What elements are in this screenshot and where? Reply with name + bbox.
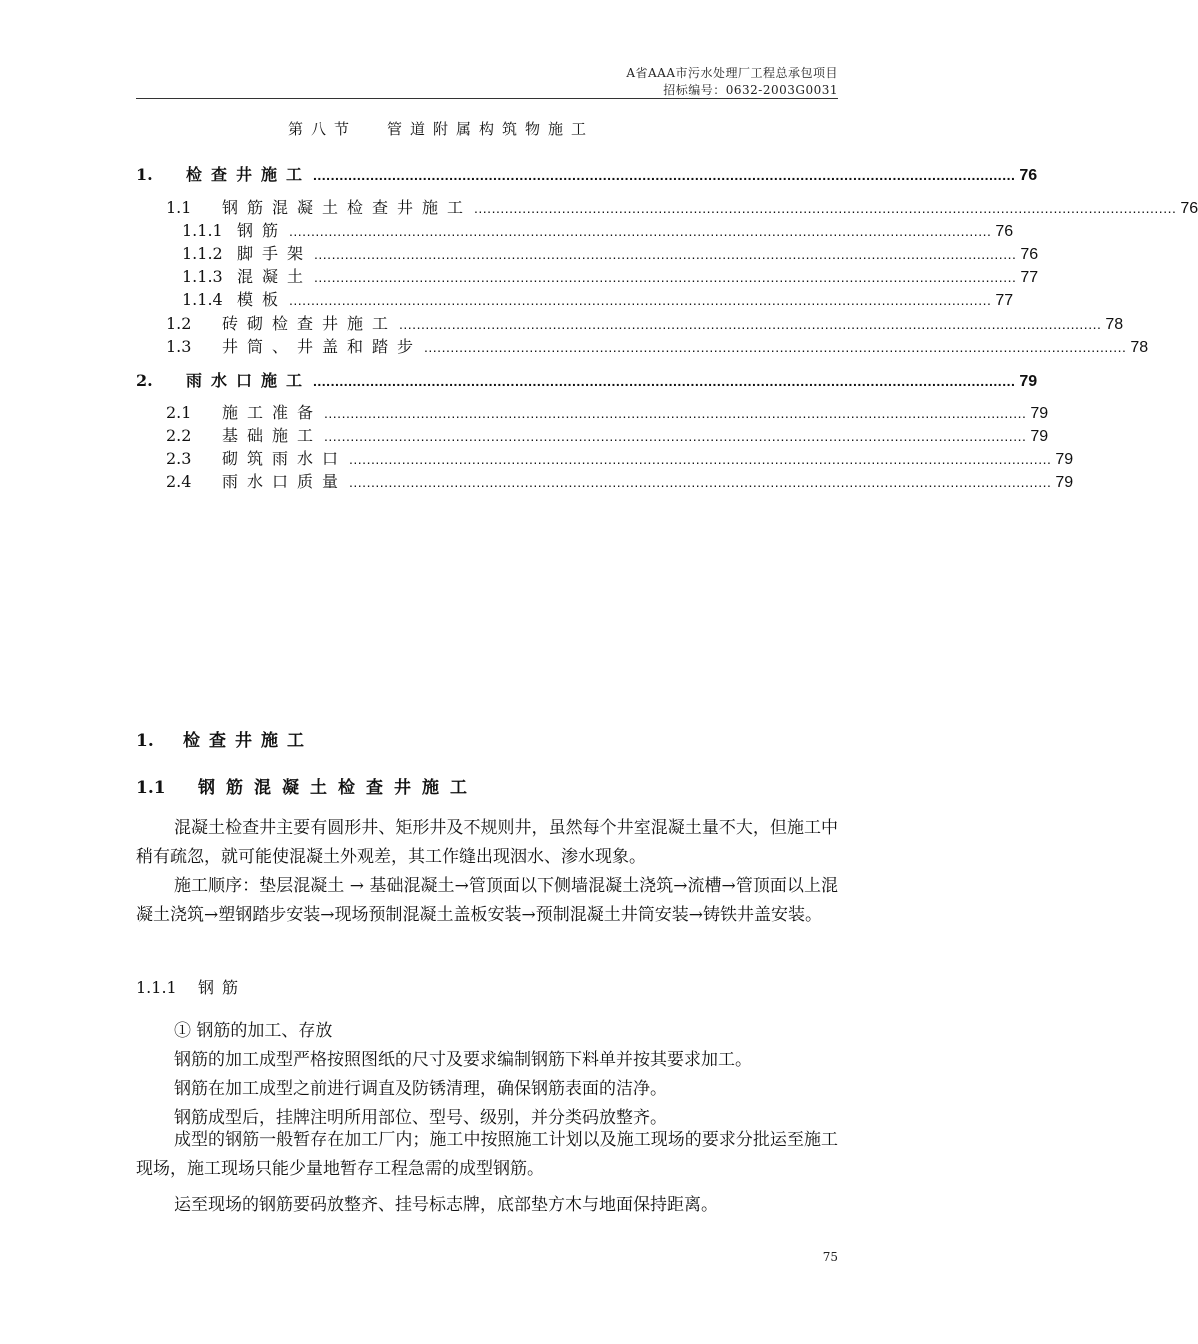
toc-title: 砖砌检查井施工	[222, 314, 398, 333]
toc-page: 76	[995, 223, 1014, 240]
toc-title: 钢筋	[237, 221, 288, 240]
toc-number: 2.	[136, 371, 153, 390]
toc-page: 76	[1180, 200, 1198, 217]
heading-3-title: 钢筋	[198, 978, 247, 997]
toc-entry[interactable]	[136, 287, 1014, 309]
toc-entry[interactable]	[136, 368, 1038, 390]
toc-entry[interactable]	[136, 334, 1149, 356]
toc-page: 76	[1020, 246, 1039, 263]
toc-entry[interactable]	[136, 195, 1198, 217]
toc-entry[interactable]	[136, 469, 1074, 491]
heading-2-number: 1.1	[136, 778, 166, 798]
toc-entry[interactable]	[136, 423, 1049, 445]
heading-2	[136, 773, 478, 798]
toc-number: 1.1.1	[182, 221, 223, 240]
toc-page: 79	[1055, 451, 1074, 468]
toc-number: 2.1	[166, 403, 192, 422]
toc-leader: ................................................................................................................................................................	[349, 451, 1052, 467]
paragraph-sequence: 施工顺序：垫层混凝土 → 基础混凝土→管顶面以下侧墙混凝土浇筑→流槽→管顶面以上混凝土浇筑→塑钢踏步安装→现场预制混凝土盖板安装→预制混凝土井筒安装→铸铁井盖安装。	[136, 876, 838, 925]
heading-1	[136, 726, 313, 751]
toc-entry[interactable]	[136, 218, 1014, 240]
toc-leader: ................................................................................................................................................................	[324, 428, 1027, 444]
toc-entry[interactable]	[136, 446, 1074, 468]
toc-page: 77	[1020, 269, 1039, 286]
header-rule	[136, 98, 838, 99]
toc-title: 混凝土	[237, 267, 313, 286]
heading-1-number: 1.	[136, 731, 154, 751]
heading-3	[136, 975, 246, 998]
toc-leader: ................................................................................................................................................................	[399, 316, 1102, 332]
toc-page: 79	[1030, 428, 1049, 445]
toc-title: 雨水口施工	[186, 371, 312, 390]
text-line: 钢筋成型后，挂牌注明所用部位、型号、级别，并分类码放整齐。	[174, 1108, 667, 1128]
toc-number: 1.1.4	[182, 290, 223, 309]
toc-page: 79	[1055, 474, 1074, 491]
toc-page: 77	[995, 292, 1014, 309]
section-name: 管道附属构筑物施工	[387, 120, 595, 138]
toc-entry[interactable]	[136, 264, 1039, 286]
toc-title: 基础施工	[222, 426, 323, 445]
heading-1-title: 检查井施工	[183, 731, 313, 751]
toc-leader: ................................................................................................................................................................	[424, 339, 1127, 355]
page-number: 75	[822, 1250, 838, 1264]
toc-leader: ................................................................................................................................................................	[314, 246, 1017, 262]
toc-title: 检查井施工	[186, 165, 312, 184]
toc-page: 79	[1019, 373, 1038, 390]
toc-leader: ................................................................................................................................................................	[289, 292, 992, 308]
text-line: 运至现场的钢筋要码放整齐、挂号标志牌，底部垫方木与地面保持距离。	[174, 1195, 718, 1215]
toc-leader: ................................................................................................................................................................	[349, 474, 1052, 490]
toc-entry[interactable]	[136, 311, 1124, 333]
section-title	[288, 118, 594, 139]
toc-page: 79	[1030, 405, 1049, 422]
toc-leader: ................................................................................................................................................................	[324, 405, 1027, 421]
toc-page: 76	[1019, 167, 1038, 184]
toc-leader: ................................................................................................................................................................	[313, 373, 1016, 389]
list-item-heading: ① 钢筋的加工、存放	[174, 1021, 333, 1041]
toc-leader: ................................................................................................................................................................	[474, 200, 1177, 216]
header-project: A省AAA市污水处理厂工程总承包项目	[626, 66, 838, 80]
toc-title: 钢筋混凝土检查井施工	[222, 198, 473, 217]
toc-number: 1.3	[166, 337, 192, 356]
toc-number: 1.1	[166, 198, 192, 217]
toc-page: 78	[1130, 339, 1149, 356]
toc-entry[interactable]	[136, 400, 1049, 422]
toc-entry[interactable]	[136, 241, 1039, 263]
text-line: 钢筋在加工成型之前进行调直及防锈清理，确保钢筋表面的洁净。	[174, 1079, 667, 1099]
paragraph-storage: 成型的钢筋一般暂存在加工厂内；施工中按照施工计划以及施工现场的要求分批运至施工现场，施工现场只能少量地暂存工程急需的成型钢筋。	[136, 1130, 838, 1179]
toc-number: 1.1.3	[182, 267, 223, 286]
heading-3-number: 1.1.1	[136, 978, 177, 997]
toc-title: 施工准备	[222, 403, 323, 422]
toc-title: 砌筑雨水口	[222, 449, 348, 468]
toc-title: 脚手架	[237, 244, 313, 263]
toc-page: 78	[1105, 316, 1124, 333]
paragraph-intro: 混凝土检查井主要有圆形井、矩形井及不规则井，虽然每个井室混凝土量不大，但施工中稍有疏忽，就可能使混凝土外观差，其工作缝出现洇水、渗水现象。	[136, 818, 838, 867]
toc-number: 2.3	[166, 449, 192, 468]
toc-leader: ................................................................................................................................................................	[314, 269, 1017, 285]
toc-leader: ................................................................................................................................................................	[313, 167, 1016, 183]
header-bid-number: 招标编号：0632-2003G0031	[663, 83, 838, 97]
toc-title: 雨水口质量	[222, 472, 348, 491]
toc-number: 2.4	[166, 472, 192, 491]
toc-title: 模板	[237, 290, 288, 309]
text-line: 钢筋的加工成型严格按照图纸的尺寸及要求编制钢筋下料单并按其要求加工。	[174, 1050, 752, 1070]
toc-title: 井筒、井盖和踏步	[222, 337, 423, 356]
toc-number: 1.	[136, 165, 153, 184]
toc-number: 2.2	[166, 426, 192, 445]
toc-leader: ................................................................................................................................................................	[289, 223, 992, 239]
section-label: 第八节	[288, 120, 358, 138]
toc-number: 1.1.2	[182, 244, 223, 263]
toc-entry[interactable]	[136, 162, 1038, 184]
toc-number: 1.2	[166, 314, 192, 333]
heading-2-title: 钢筋混凝土检查井施工	[198, 778, 478, 798]
